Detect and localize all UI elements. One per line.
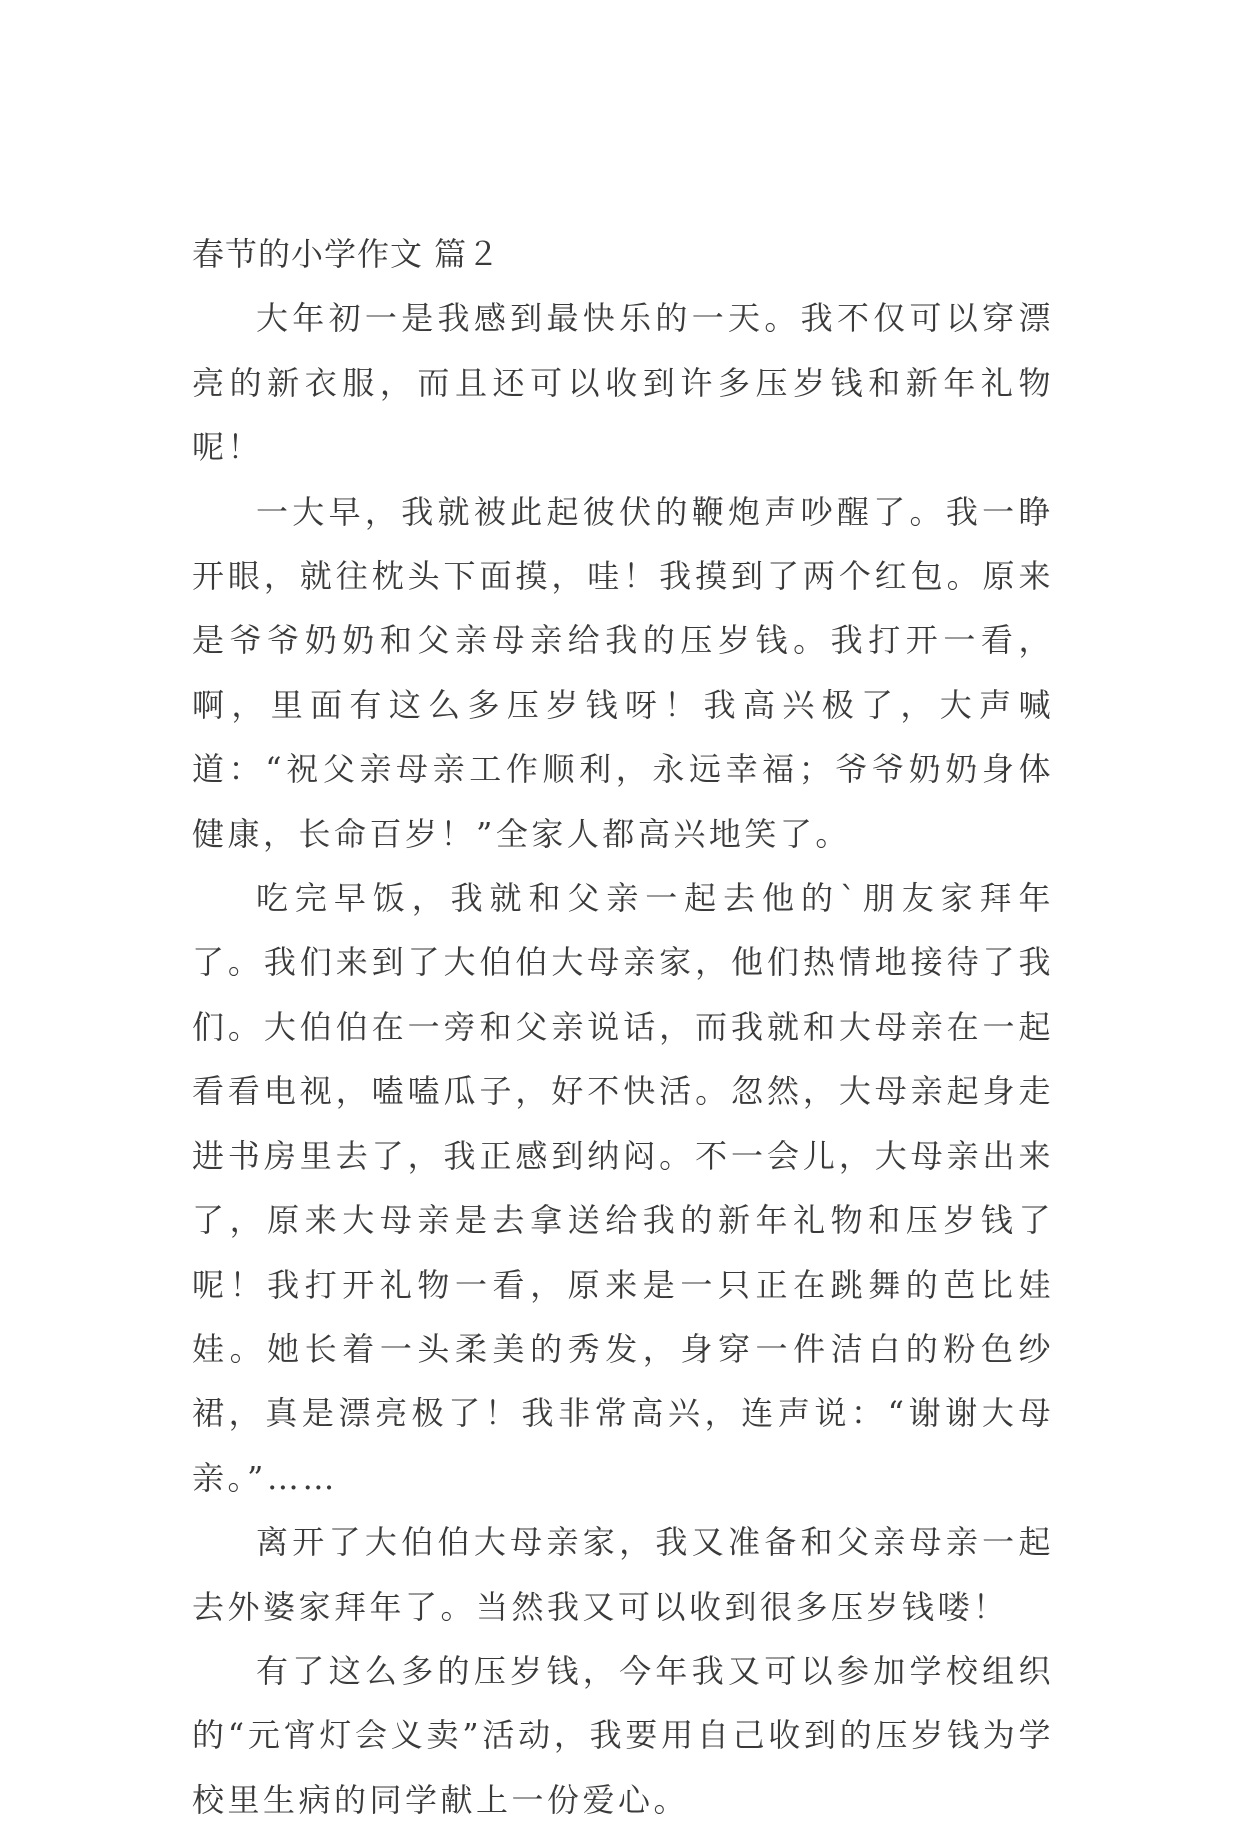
paragraph-visit-grandma: 离开了大伯伯大母亲家，我又准备和父亲母亲一起去外婆家拜年了。当然我又可以收到很多压岁钱喽！ <box>192 1523 1054 1626</box>
paragraph-charity-sale: 有了这么多的压岁钱，今年我又可以参加学校组织的“元宵灯会义卖”活动，我要用自己收到的压岁钱为学校里生病的同学献上一份爱心。 <box>192 1651 1054 1819</box>
essay-body <box>192 222 1054 1832</box>
paragraph-visit-uncle: 吃完早饭，我就和父亲一起去他的`朋友家拜年了。我们来到了大伯伯大母亲家，他们热情地接待了我们。大伯伯在一旁和父亲说话，而我就和大母亲在一起看看电视，嗑嗑瓜子，好不快活。忽然，大母亲起身走进书房里去了，我正感到纳闷。不一会儿，大母亲出来了，原来大母亲是去拿送给我的新年礼物和压岁钱了呢！我打开礼物一看，原来是一只正在跳舞的芭比娃娃。她长着一头柔美的秀发，身穿一件洁白的粉色纱裙，真是漂亮极了！我非常高兴，连声说：“谢谢大母亲。”…… <box>192 879 1054 1497</box>
paragraph-morning-red-envelopes: 一大早，我就被此起彼伏的鞭炮声吵醒了。我一睁开眼，就往枕头下面摸，哇！我摸到了两个红包。原来是爷爷奶奶和父亲母亲给我的压岁钱。我打开一看，啊，里面有这么多压岁钱呀！我高兴极了，大声喊道：“祝父亲母亲工作顺利，永远幸福；爷爷奶奶身体健康，长命百岁！”全家人都高兴地笑了。 <box>192 492 1054 853</box>
essay-title: 春节的小学作文 篇２ <box>192 235 501 273</box>
paragraph-new-year-day: 大年初一是我感到最快乐的一天。我不仅可以穿漂亮的新衣服，而且还可以收到许多压岁钱和新年礼物呢！ <box>192 299 1054 467</box>
